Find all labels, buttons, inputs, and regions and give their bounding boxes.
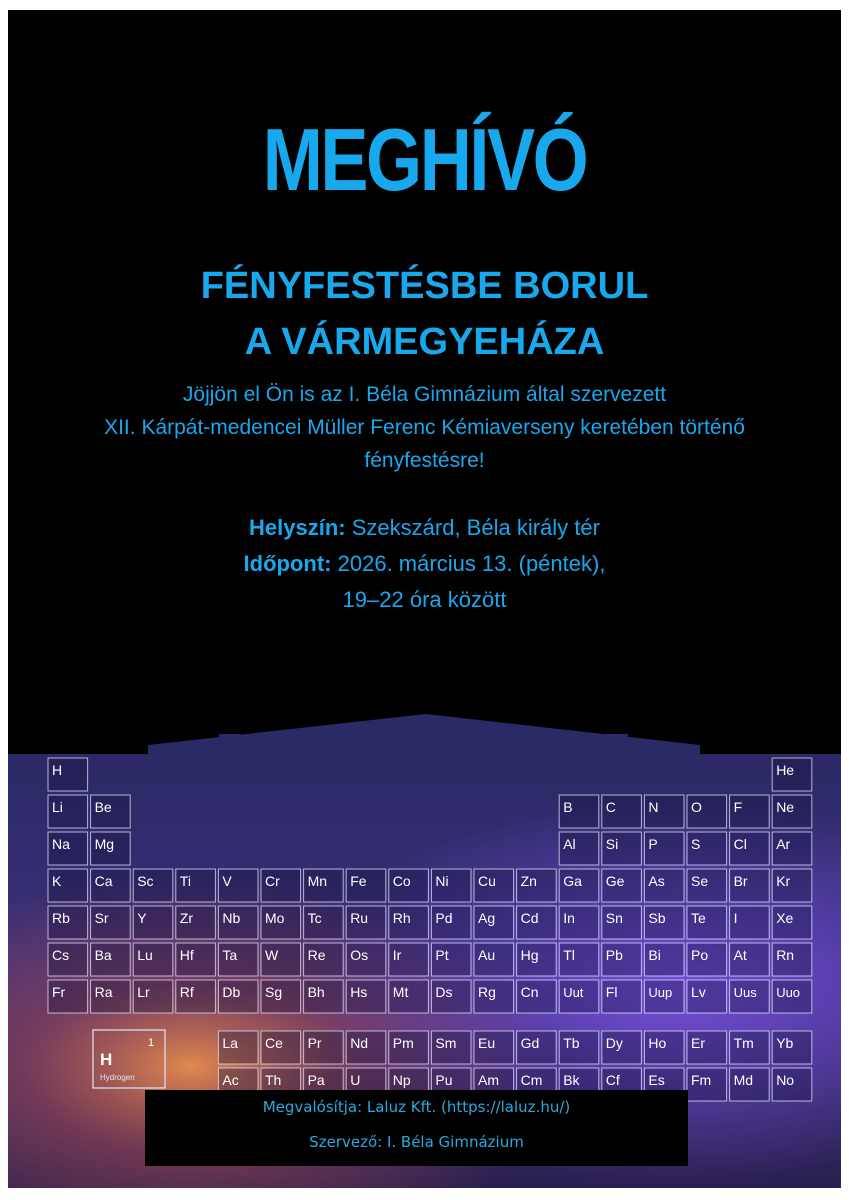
- element-symbol: Ni: [435, 873, 449, 889]
- footer-prefix: Megvalósítja: Laluz Kft. (: [262, 1098, 447, 1116]
- subtitle-line-2: A VÁRMEGYEHÁZA: [244, 321, 605, 363]
- element-symbol: Ir: [392, 947, 402, 963]
- element-symbol: Gd: [520, 1035, 540, 1051]
- element-symbol: Rn: [776, 947, 795, 963]
- intro-text: [8, 378, 841, 477]
- element-symbol: Be: [94, 799, 112, 815]
- element-symbol: Na: [52, 836, 70, 852]
- element-symbol: Lu: [137, 947, 153, 963]
- element-symbol: I: [733, 910, 738, 926]
- legend-number: 1: [148, 1037, 155, 1049]
- element-symbol: Ag: [478, 910, 496, 926]
- element-symbol: Hf: [179, 947, 194, 963]
- element-symbol: Mo: [265, 910, 285, 926]
- element-symbol: Es: [648, 1072, 665, 1088]
- time-line: [8, 546, 841, 582]
- element-symbol: Si: [605, 836, 619, 852]
- element-symbol: Fr: [52, 984, 66, 1000]
- element-symbol: Rb: [52, 910, 70, 926]
- element-symbol: Bh: [307, 984, 325, 1000]
- element-symbol: Co: [392, 873, 411, 889]
- element-symbol: Xe: [776, 910, 794, 926]
- element-symbol: Mn: [307, 873, 328, 889]
- element-symbol: Pm: [392, 1035, 414, 1051]
- element-symbol: Hs: [350, 984, 368, 1000]
- element-symbol: Uut: [563, 985, 584, 1000]
- element-symbol: Ra: [94, 984, 113, 1000]
- element-symbol: Br: [733, 873, 748, 889]
- element-symbol: Nb: [222, 910, 241, 926]
- element-symbol: Pd: [435, 910, 453, 926]
- element-symbol: Zr: [179, 910, 194, 926]
- element-symbol: Bk: [563, 1072, 580, 1088]
- element-symbol: N: [648, 799, 659, 815]
- location-line: [8, 510, 841, 546]
- element-symbol: Pb: [605, 947, 623, 963]
- element-symbol: Cn: [520, 984, 539, 1000]
- element-symbol: Ta: [222, 947, 238, 963]
- event-info: [8, 510, 841, 618]
- element-symbol: Fm: [691, 1072, 712, 1088]
- element-symbol: Kr: [776, 873, 791, 889]
- element-symbol: In: [563, 910, 575, 926]
- element-symbol: Am: [478, 1072, 499, 1088]
- element-symbol: Ba: [94, 947, 112, 963]
- element-symbol: P: [648, 836, 658, 852]
- element-symbol: Ho: [648, 1035, 667, 1051]
- intro-line-1: Jöjjön el Ön is az I. Béla Gimnázium által szervezett: [182, 383, 667, 406]
- element-symbol: Er: [691, 1035, 705, 1051]
- element-symbol: W: [265, 947, 279, 963]
- element-symbol: Fl: [605, 984, 618, 1000]
- element-symbol: Ru: [350, 910, 369, 926]
- location-value: Szekszárd, Béla király tér: [351, 515, 600, 540]
- footer-credits: [145, 1090, 688, 1166]
- element-symbol: Sn: [605, 910, 623, 926]
- element-symbol: V: [222, 873, 232, 889]
- element-symbol: Pa: [307, 1072, 325, 1088]
- element-symbol: Ac: [222, 1072, 239, 1088]
- element-symbol: Se: [691, 873, 709, 889]
- element-symbol: No: [776, 1072, 795, 1088]
- time-line-2: 19–22 óra között: [342, 587, 507, 612]
- element-symbol: O: [691, 799, 702, 815]
- location-label: Helyszín:: [249, 515, 346, 540]
- element-symbol: Rf: [179, 984, 194, 1000]
- chimney-right: [606, 734, 628, 756]
- element-symbol: Sg: [265, 984, 283, 1000]
- footer-line-2: Szervező: I. Béla Gimnázium: [309, 1133, 524, 1151]
- element-symbol: Sb: [648, 910, 666, 926]
- element-symbol: Ga: [563, 873, 582, 889]
- element-symbol: Uus: [733, 985, 757, 1000]
- element-symbol: As: [648, 873, 665, 889]
- intro-line-2: XII. Kárpát-medencei Müller Ferenc Kémiaverseny keretében történő: [104, 416, 745, 439]
- element-symbol: Cm: [520, 1072, 543, 1088]
- element-symbol: Os: [350, 947, 369, 963]
- element-symbol: Cf: [605, 1072, 620, 1088]
- element-symbol: Bi: [648, 947, 661, 963]
- page-title: MEGHÍVÓ: [262, 110, 587, 209]
- element-symbol: C: [605, 799, 616, 815]
- element-symbol: Uuo: [776, 985, 801, 1000]
- element-symbol: Rg: [478, 984, 496, 1000]
- element-symbol: Fe: [350, 873, 367, 889]
- element-symbol: K: [52, 873, 62, 889]
- invitation-poster: [8, 10, 841, 1188]
- element-symbol: Pr: [307, 1035, 322, 1051]
- time-value: 2026. március 13. (péntek),: [337, 551, 606, 576]
- element-symbol: Cr: [265, 873, 280, 889]
- element-symbol: Nd: [350, 1035, 369, 1051]
- intro-line-3: fényfestésre!: [364, 449, 485, 472]
- element-symbol: Ti: [179, 873, 191, 889]
- element-symbol: Sr: [94, 910, 109, 926]
- element-symbol: B: [563, 799, 573, 815]
- element-symbol: Md: [733, 1072, 754, 1088]
- element-symbol: Zn: [520, 873, 537, 889]
- element-symbol: Tm: [733, 1035, 754, 1051]
- legend-symbol: H: [100, 1050, 113, 1069]
- element-symbol: Tc: [307, 910, 322, 926]
- element-symbol: Ce: [265, 1035, 283, 1051]
- element-symbol: Pu: [435, 1072, 453, 1088]
- legend-name: Hydrogen: [100, 1073, 135, 1082]
- subtitle-line-1: FÉNYFESTÉSBE BORUL: [200, 265, 649, 307]
- element-symbol: He: [776, 762, 795, 778]
- element-symbol: Tl: [563, 947, 575, 963]
- element-symbol: Au: [478, 947, 496, 963]
- chimney-left: [219, 734, 241, 756]
- element-symbol: Re: [307, 947, 326, 963]
- element-symbol: Ca: [94, 873, 113, 889]
- element-symbol: Dy: [605, 1035, 623, 1051]
- element-symbol: Cd: [520, 910, 539, 926]
- element-symbol: Cs: [52, 947, 70, 963]
- element-symbol: Sm: [435, 1035, 457, 1051]
- element-symbol: F: [733, 799, 743, 815]
- element-symbol: Pt: [435, 947, 449, 963]
- footer-suffix: ): [564, 1098, 571, 1116]
- element-symbol: H: [52, 762, 63, 778]
- element-symbol: Ds: [435, 984, 453, 1000]
- element-symbol: U: [350, 1072, 361, 1088]
- element-symbol: Te: [691, 910, 706, 926]
- footer-line-1: [145, 1098, 688, 1116]
- element-symbol: Y: [137, 910, 147, 926]
- element-symbol: Ne: [776, 799, 795, 815]
- element-symbol: Hg: [520, 947, 539, 963]
- element-symbol: Mt: [392, 984, 409, 1000]
- element-symbol: Db: [222, 984, 241, 1000]
- element-symbol: La: [222, 1035, 238, 1051]
- element-symbol: Ge: [605, 873, 625, 889]
- element-symbol: Rh: [392, 910, 411, 926]
- element-symbol: Cu: [478, 873, 496, 889]
- element-symbol: Th: [265, 1072, 282, 1088]
- element-symbol: Ar: [776, 836, 791, 852]
- element-symbol: At: [733, 947, 747, 963]
- element-symbol: Tb: [563, 1035, 580, 1051]
- laluz-link[interactable]: https://laluz.hu/: [446, 1098, 565, 1116]
- element-symbol: Yb: [776, 1035, 794, 1051]
- element-symbol: Sc: [137, 873, 154, 889]
- element-symbol: Uup: [648, 985, 673, 1000]
- element-symbol: Mg: [94, 836, 115, 852]
- element-symbol: Np: [392, 1072, 411, 1088]
- time-label: Időpont:: [243, 551, 332, 576]
- element-symbol: Lr: [137, 984, 150, 1000]
- element-symbol: Eu: [478, 1035, 496, 1051]
- element-symbol: Lv: [691, 984, 706, 1000]
- element-symbol: S: [691, 836, 701, 852]
- element-symbol: Li: [52, 799, 63, 815]
- element-symbol: Po: [691, 947, 709, 963]
- element-symbol: Cl: [733, 836, 747, 852]
- subtitle: [8, 258, 841, 370]
- element-symbol: Al: [563, 836, 576, 852]
